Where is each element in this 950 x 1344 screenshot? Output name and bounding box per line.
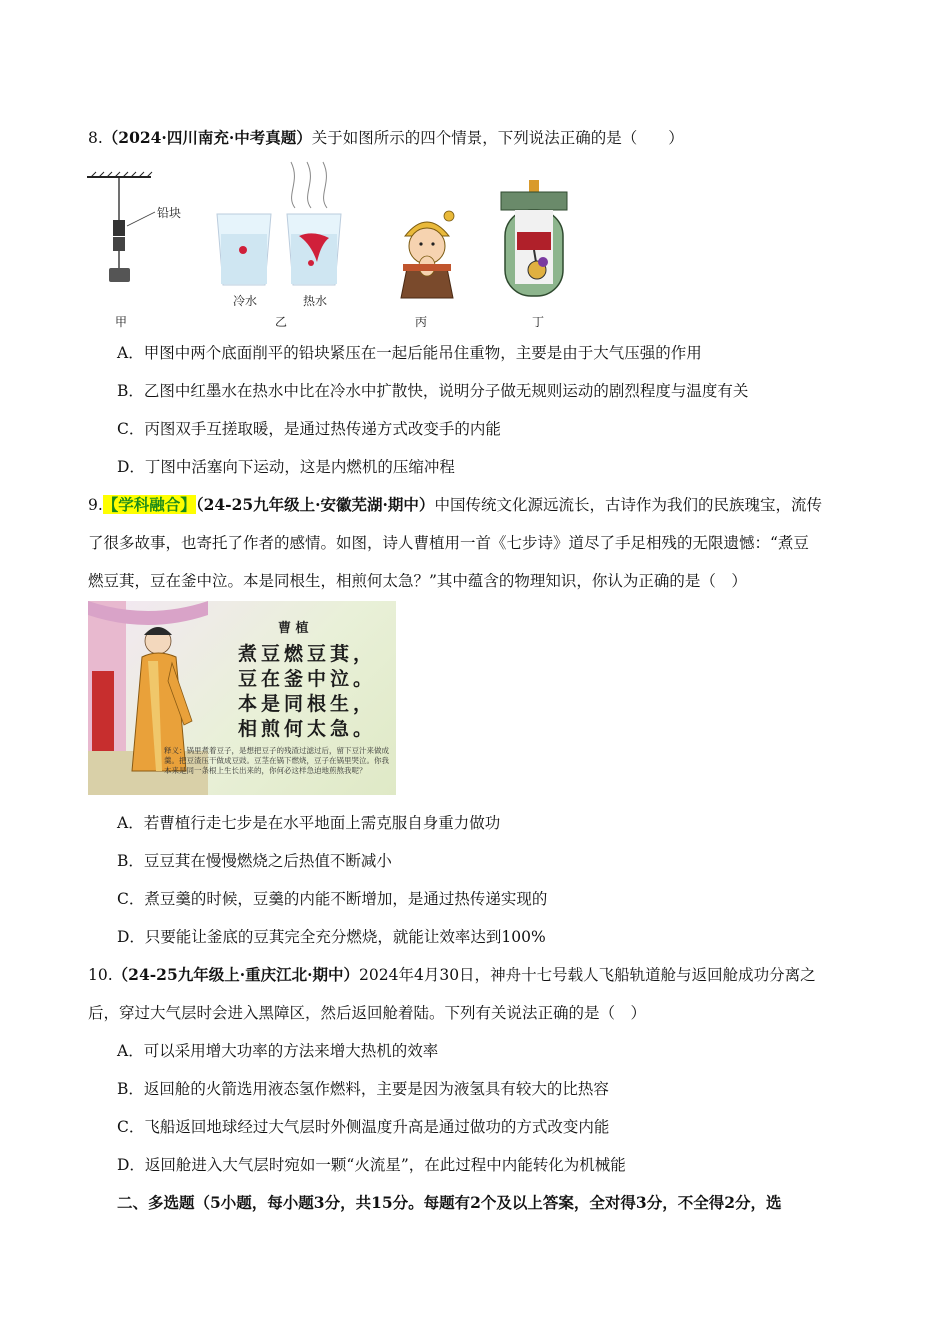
q8-stem bbox=[88, 126, 684, 148]
q10-stem-line1 bbox=[88, 963, 816, 985]
caption-bing: 丙 bbox=[415, 315, 428, 329]
q10-source: （24-25九年级上·重庆江北·期中） bbox=[112, 965, 360, 984]
q9-option-a[interactable]: A．若曹植行走七步是在水平地面上需克服自身重力做功 bbox=[117, 814, 501, 832]
q8-figure bbox=[85, 150, 585, 335]
q9-stem-line3: 燃豆萁，豆在釜中泣。本是同根生，相煎何太急？”其中蕴含的物理知识，你认为正确的是（ ） bbox=[88, 572, 747, 590]
q10-option-d[interactable]: D．返回舱进入大气层时宛如一颗“火流星”，在此过程中内能转化为机械能 bbox=[117, 1156, 626, 1174]
q9-tag: 【学科融合】 bbox=[102, 495, 196, 514]
q10-option-b[interactable]: B．返回舱的火箭选用液态氢作燃料，主要是因为液氢具有较大的比热容 bbox=[117, 1080, 609, 1098]
q8-option-d[interactable]: D．丁图中活塞向下运动，这是内燃机的压缩冲程 bbox=[117, 458, 455, 476]
engine-cylinder-illustration bbox=[501, 180, 567, 296]
poem-line-2: 豆在釜中泣。 bbox=[238, 668, 377, 690]
q8-text: 关于如图所示的四个情景，下列说法正确的是（ ） bbox=[311, 129, 684, 147]
q9-number: 9. bbox=[88, 496, 103, 514]
q10-stem-line2: 后，穿过大气层时会进入黑障区，然后返回舱着陆。下列有关说法正确的是（ ） bbox=[88, 1004, 647, 1022]
cold-water-label: 冷水 bbox=[233, 294, 258, 308]
diffusion-beakers-illustration bbox=[217, 162, 341, 285]
q9-option-c[interactable]: C．煮豆羹的时候，豆羹的内能不断增加，是通过热传递实现的 bbox=[117, 890, 548, 908]
q8-option-b[interactable]: B．乙图中红墨水在热水中比在冷水中扩散快，说明分子做无规则运动的剧烈程度与温度有关 bbox=[117, 382, 749, 400]
q9-stem-line2: 了很多故事，也寄托了作者的感情。如图，诗人曹植用一首《七步诗》道尽了手足相残的无限遗憾：“煮豆 bbox=[88, 534, 809, 552]
lead-blocks-illustration bbox=[87, 172, 155, 282]
caption-jia: 甲 bbox=[115, 315, 128, 329]
q8-option-c[interactable]: C．丙图双手互搓取暖，是通过热传递方式改变手的内能 bbox=[117, 420, 501, 438]
caption-ding: 丁 bbox=[532, 315, 545, 329]
q10-text-1: 2024年4月30日，神舟十七号载人飞船轨道舱与返回舱成功分离之 bbox=[359, 966, 816, 984]
poem-line-4: 相煎何太急。 bbox=[238, 718, 377, 740]
section2-heading: 二、多选题（5小题，每小题3分，共15分。每题有2个及以上答案，全对得3分，不全得2分，选 bbox=[117, 1193, 782, 1212]
poem-illustration bbox=[88, 601, 396, 795]
q8-source: （2024·四川南充·中考真题） bbox=[102, 128, 312, 147]
poem-note: 释义：锅里煮着豆子，是想把豆子的残渣过滤过后，留下豆汁来做成羹。把豆渣压干做成豆豉。豆茎在锅下燃烧，豆子在锅里哭泣。你我本来是同一条根上生长出来的，你何必这样急迫地煎熬我呢？ bbox=[164, 746, 389, 775]
q10-option-c[interactable]: C．飞船返回地球经过大气层时外侧温度升高是通过做功的方式改变内能 bbox=[117, 1118, 610, 1136]
q9-option-b[interactable]: B．豆豆萁在慢慢燃烧之后热值不断减小 bbox=[117, 852, 392, 870]
q9-source: （24-25九年级上·安徽芜湖·期中） bbox=[195, 495, 435, 514]
q8-option-a[interactable]: A．甲图中两个底面削平的铅块紧压在一起后能吊住重物，主要是由于大气压强的作用 bbox=[117, 344, 702, 362]
q10-number: 10. bbox=[88, 966, 113, 984]
q9-stem-line1 bbox=[88, 493, 822, 515]
q10-option-a[interactable]: A．可以采用增大功率的方法来增大热机的效率 bbox=[117, 1042, 439, 1060]
poem-title: 曹 植 bbox=[278, 621, 309, 636]
q8-number: 8. bbox=[88, 129, 103, 147]
lead-block-label: 铅块 bbox=[157, 206, 182, 220]
poem-line-1: 煮豆燃豆萁， bbox=[238, 643, 377, 665]
q9-text-1: 中国传统文化源远流长，古诗作为我们的民族瑰宝，流传 bbox=[434, 496, 822, 514]
q9-option-d[interactable]: D．只要能让釜底的豆萁完全充分燃烧，就能让效率达到100% bbox=[117, 928, 546, 946]
child-rubbing-hands-illustration bbox=[401, 211, 454, 298]
poem-line-3: 本是同根生， bbox=[238, 693, 377, 715]
hot-water-label: 热水 bbox=[303, 294, 328, 308]
caption-yi: 乙 bbox=[275, 315, 288, 329]
